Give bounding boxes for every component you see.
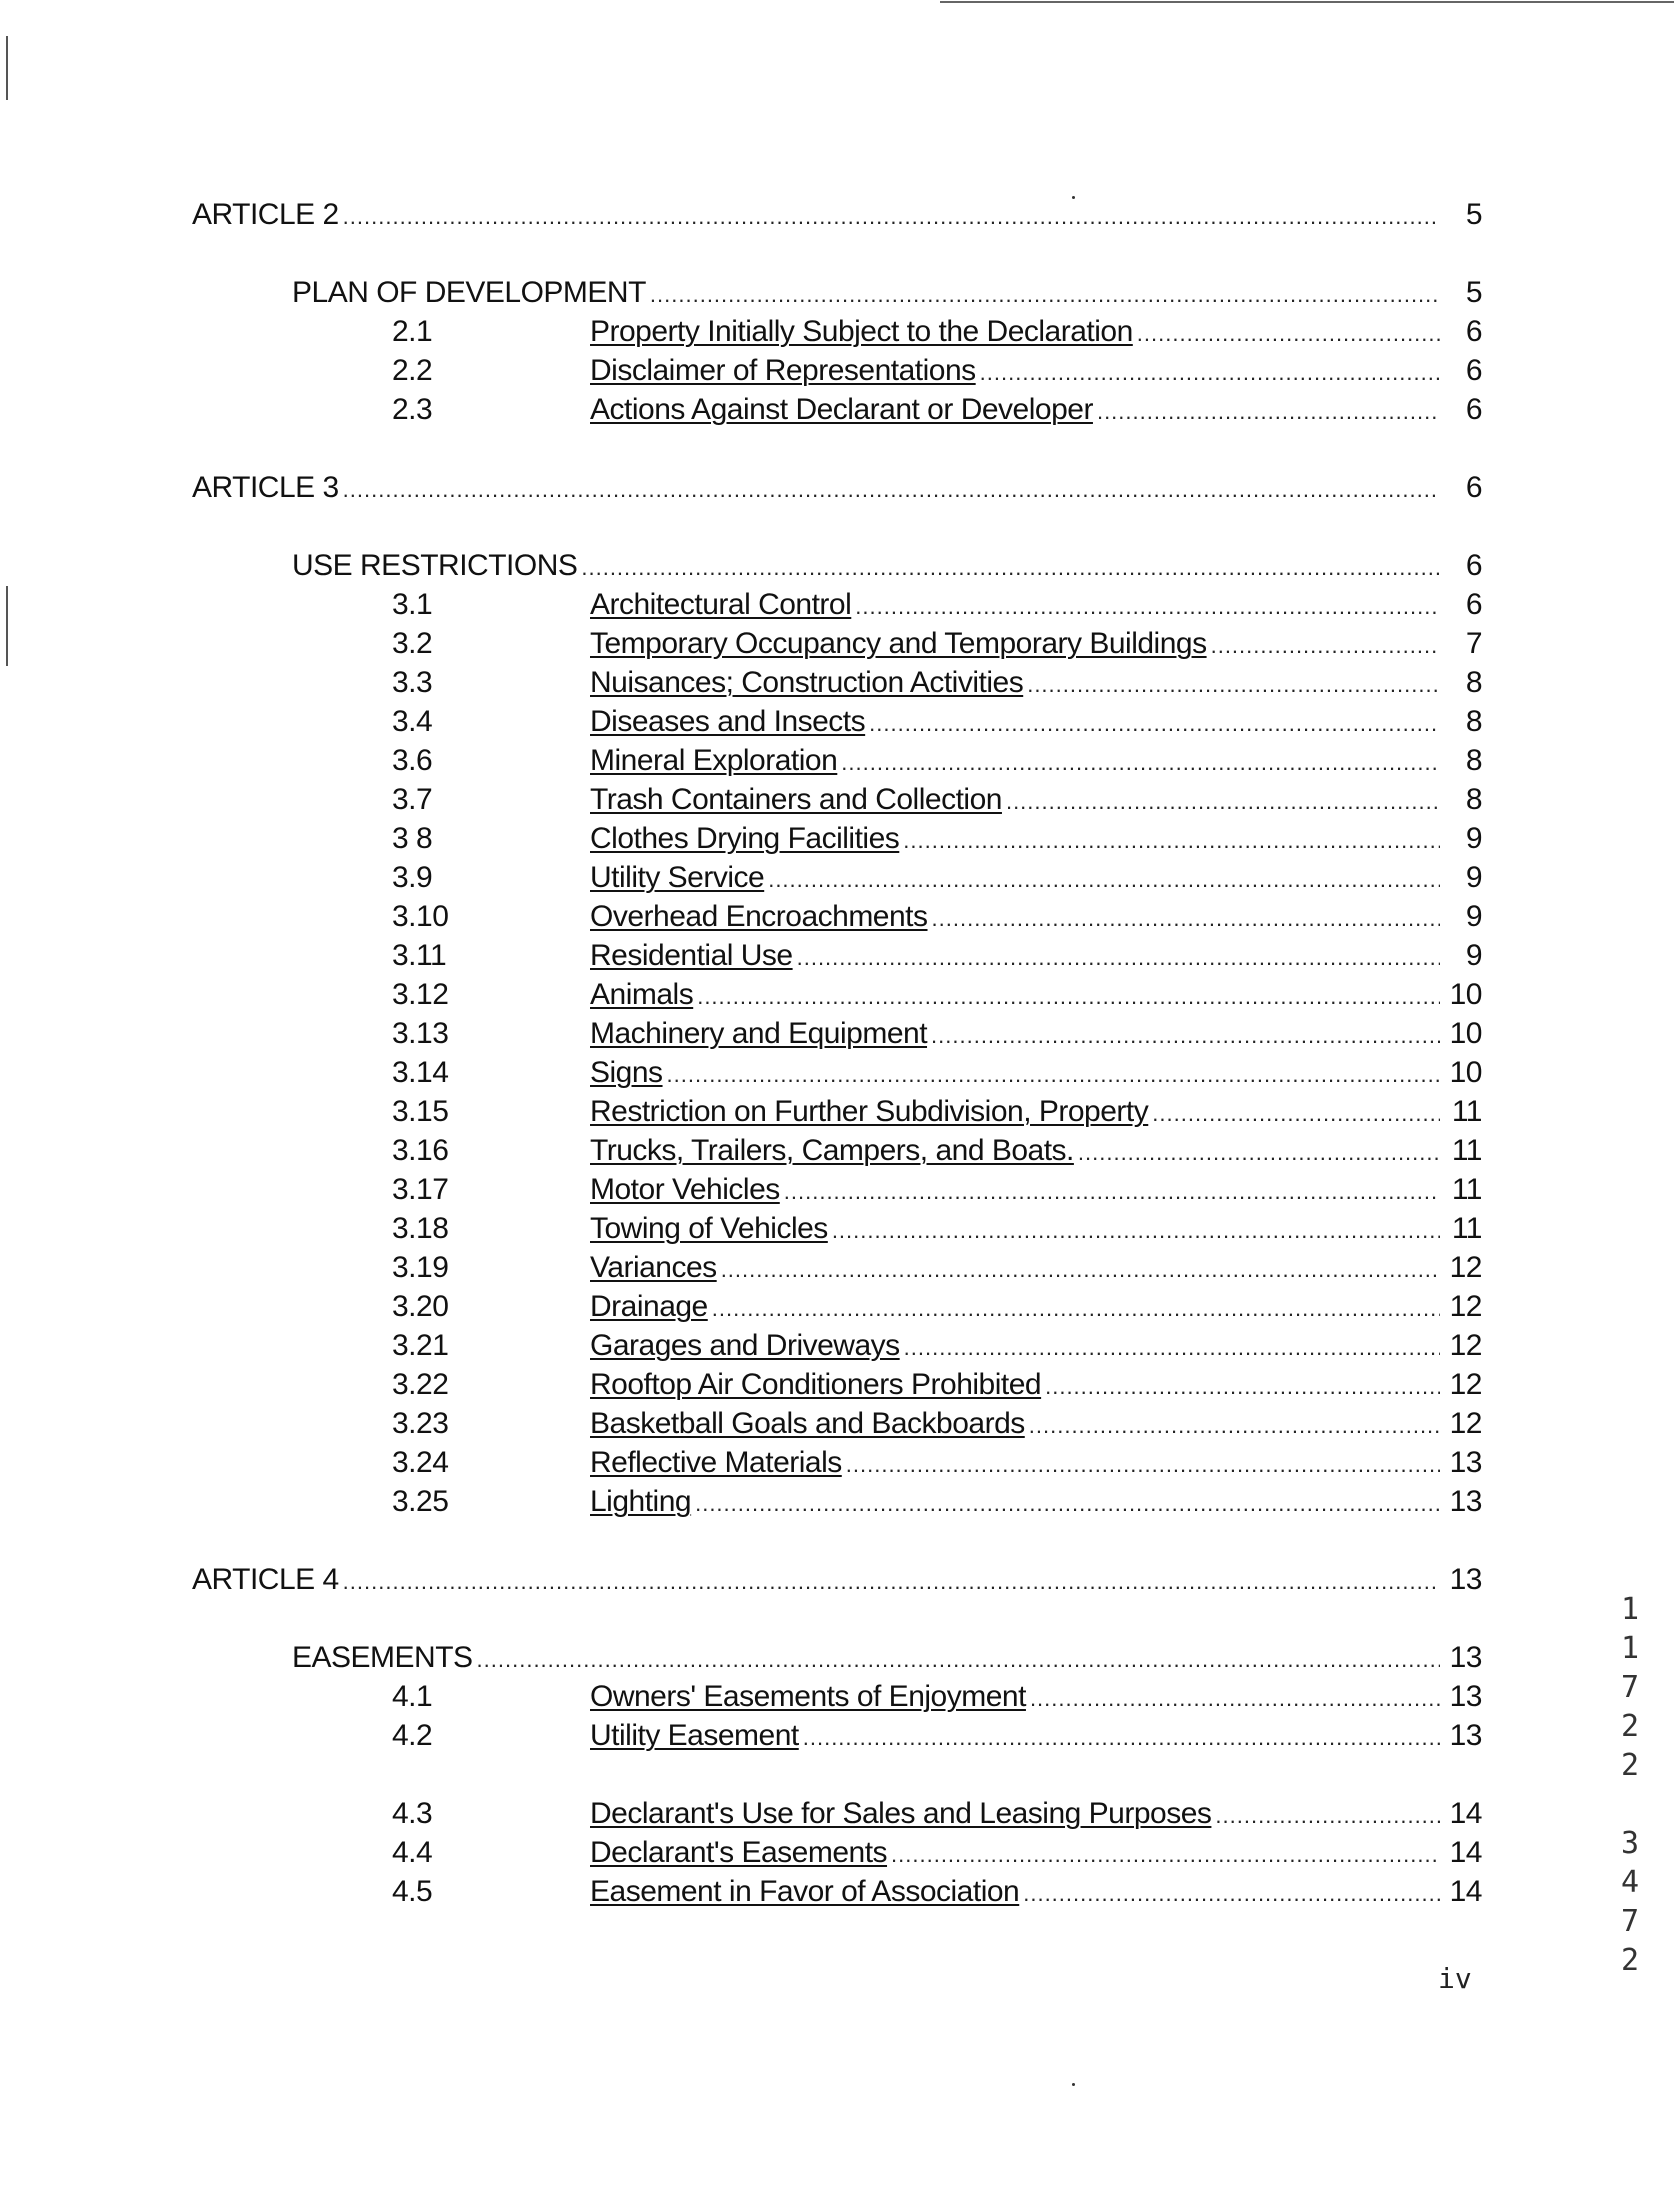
toc-item-title-link[interactable]: Lighting	[590, 1485, 692, 1518]
side-stamp-digit: 1	[1620, 1592, 1640, 1627]
toc-page-number: 11	[1451, 1134, 1482, 1167]
toc-item-number: 3.10	[392, 900, 449, 933]
table-of-contents	[192, 195, 1482, 1911]
toc-page-number: 14	[1449, 1836, 1482, 1869]
toc-page-number: 5	[1465, 276, 1482, 309]
dot-leader	[1029, 1406, 1440, 1445]
toc-item-row	[192, 1131, 1482, 1170]
toc-item-row	[192, 780, 1482, 819]
toc-page-number: 12	[1449, 1329, 1482, 1362]
toc-page-number: 11	[1451, 1173, 1482, 1206]
dot-leader	[343, 1562, 1440, 1601]
toc-spacer	[192, 429, 1482, 468]
toc-item-title-link[interactable]: Machinery and Equipment	[590, 1017, 928, 1050]
toc-item-row	[192, 1170, 1482, 1209]
toc-item-number: 2.2	[392, 354, 433, 387]
toc-item-number: 3.16	[392, 1134, 449, 1167]
toc-article-row	[192, 468, 1482, 507]
dot-leader	[343, 470, 1440, 509]
toc-item-number: 3.24	[392, 1446, 449, 1479]
toc-item-number: 3 8	[392, 822, 433, 855]
toc-page-number: 12	[1449, 1251, 1482, 1284]
toc-item-row	[192, 819, 1482, 858]
toc-section-title: PLAN OF DEVELOPMENT	[292, 276, 646, 309]
toc-item-title-link[interactable]: Temporary Occupancy and Temporary Buildings	[590, 627, 1207, 660]
toc-item-row	[192, 1443, 1482, 1482]
toc-page-number: 6	[1465, 549, 1482, 582]
side-stamp-digit: 2	[1620, 1943, 1640, 1978]
toc-page-number: 8	[1465, 744, 1482, 777]
toc-article-row	[192, 1560, 1482, 1599]
toc-page-number: 10	[1449, 1056, 1482, 1089]
toc-item-number: 4.2	[392, 1719, 433, 1752]
toc-item-row	[192, 624, 1482, 663]
toc-page-number: 11	[1451, 1095, 1482, 1128]
toc-item-row	[192, 1404, 1482, 1443]
toc-article-title: ARTICLE 2	[192, 198, 339, 231]
toc-section-title: EASEMENTS	[292, 1641, 473, 1674]
toc-page-number: 9	[1465, 861, 1482, 894]
toc-page-number: 13	[1449, 1563, 1482, 1596]
toc-item-row	[192, 1287, 1482, 1326]
toc-section-title: USE RESTRICTIONS	[292, 549, 578, 582]
toc-item-row	[192, 975, 1482, 1014]
dot-leader	[841, 743, 1440, 782]
toc-item-row	[192, 351, 1482, 390]
toc-item-number: 3.11	[392, 939, 447, 972]
toc-item-row	[192, 1053, 1482, 1092]
toc-item-number: 3.12	[392, 978, 449, 1011]
toc-item-title-link[interactable]: Clothes Drying Facilities	[590, 822, 900, 855]
toc-page-number: 13	[1449, 1680, 1482, 1713]
dot-leader	[712, 1289, 1440, 1328]
toc-item-row	[192, 702, 1482, 741]
toc-item-title-link[interactable]: Trucks, Trailers, Campers, and Boats.	[590, 1134, 1074, 1167]
toc-item-title-link[interactable]: Drainage	[590, 1290, 708, 1323]
toc-item-title-link[interactable]: Motor Vehicles	[590, 1173, 780, 1206]
toc-page-number: 6	[1465, 393, 1482, 426]
toc-section-row	[192, 546, 1482, 585]
toc-page-number: 6	[1465, 315, 1482, 348]
dot-leader	[846, 1445, 1440, 1484]
toc-item-title-link[interactable]: Basketball Goals and Backboards	[590, 1407, 1025, 1440]
dot-leader	[1006, 782, 1440, 821]
dot-leader	[1215, 1796, 1440, 1835]
toc-item-row	[192, 312, 1482, 351]
scan-margin-mark	[6, 586, 8, 666]
toc-item-number: 3.22	[392, 1368, 449, 1401]
dot-leader	[1097, 392, 1440, 431]
toc-item-title-link[interactable]: Disclaimer of Representations	[590, 354, 976, 387]
toc-page-number: 6	[1465, 588, 1482, 621]
toc-spacer	[192, 507, 1482, 546]
toc-page-number: 6	[1465, 471, 1482, 504]
toc-page-number: 11	[1451, 1212, 1482, 1245]
dot-leader	[581, 548, 1440, 587]
toc-item-title-link[interactable]: Utility Service	[590, 861, 765, 894]
toc-article-title: ARTICLE 4	[192, 1563, 339, 1596]
side-stamp-digit	[1610, 1785, 1650, 1824]
dot-leader	[891, 1835, 1440, 1874]
side-stamp-digit: 4	[1620, 1865, 1640, 1900]
toc-item-number: 3.21	[392, 1329, 449, 1362]
dot-leader	[803, 1718, 1440, 1757]
scan-speck	[1072, 2083, 1075, 2086]
dot-leader	[903, 821, 1440, 860]
toc-spacer	[192, 234, 1482, 273]
toc-article-row	[192, 195, 1482, 234]
toc-item-number: 3.7	[392, 783, 433, 816]
side-stamp-digit: 2	[1620, 1709, 1640, 1744]
side-stamp-digit: 2	[1620, 1748, 1640, 1783]
toc-page-number: 9	[1465, 822, 1482, 855]
toc-item-number: 4.3	[392, 1797, 433, 1830]
toc-item-title-link[interactable]: Declarant's Easements	[590, 1836, 888, 1869]
toc-item-number: 4.4	[392, 1836, 433, 1869]
toc-item-title-link[interactable]: Variances	[590, 1251, 717, 1284]
toc-item-number: 3.2	[392, 627, 433, 660]
toc-section-row	[192, 273, 1482, 312]
toc-item-row	[192, 936, 1482, 975]
dot-leader	[931, 1016, 1440, 1055]
dot-leader	[650, 275, 1440, 314]
toc-item-row	[192, 1092, 1482, 1131]
toc-item-number: 3.18	[392, 1212, 449, 1245]
dot-leader	[1030, 1679, 1440, 1718]
toc-item-number: 3.20	[392, 1290, 449, 1323]
toc-item-number: 3.15	[392, 1095, 449, 1128]
toc-item-row	[192, 1248, 1482, 1287]
toc-item-number: 3.13	[392, 1017, 449, 1050]
toc-item-title-link[interactable]: Nuisances; Construction Activities	[590, 666, 1024, 699]
toc-item-title-link[interactable]: Utility Easement	[590, 1719, 799, 1752]
toc-item-number: 3.19	[392, 1251, 449, 1284]
toc-item-row	[192, 1677, 1482, 1716]
scan-top-rule	[940, 1, 1674, 3]
toc-section-row	[192, 1638, 1482, 1677]
toc-article-title: ARTICLE 3	[192, 471, 339, 504]
dot-leader	[869, 704, 1440, 743]
toc-item-title-link[interactable]: Animals	[590, 978, 694, 1011]
dot-leader	[477, 1640, 1440, 1679]
side-stamp-number	[1610, 1590, 1650, 1980]
toc-item-title-link[interactable]: Easement in Favor of Association	[590, 1875, 1020, 1908]
toc-item-row	[192, 663, 1482, 702]
toc-item-title-link[interactable]: Property Initially Subject to the Declaration	[590, 315, 1133, 348]
toc-page-number: 5	[1465, 198, 1482, 231]
toc-item-number: 4.5	[392, 1875, 433, 1908]
toc-item-title-link[interactable]: Garages and Driveways	[590, 1329, 900, 1362]
toc-item-title-link[interactable]: Trash Containers and Collection	[590, 783, 1002, 816]
dot-leader	[768, 860, 1440, 899]
toc-item-number: 3.25	[392, 1485, 449, 1518]
dot-leader	[1023, 1874, 1440, 1913]
dot-leader	[695, 1484, 1440, 1523]
dot-leader	[1078, 1133, 1440, 1172]
toc-item-title-link[interactable]: Overhead Encroachments	[590, 900, 928, 933]
toc-item-title-link[interactable]: Signs	[590, 1056, 663, 1089]
dot-leader	[1027, 665, 1440, 704]
toc-item-number: 3.23	[392, 1407, 449, 1440]
toc-item-row	[192, 390, 1482, 429]
dot-leader	[667, 1055, 1440, 1094]
toc-item-number: 3.4	[392, 705, 433, 738]
side-stamp-digit: 3	[1620, 1826, 1640, 1861]
toc-item-row	[192, 1365, 1482, 1404]
toc-page-number: 13	[1449, 1719, 1482, 1752]
toc-item-title-link[interactable]: Residential Use	[590, 939, 793, 972]
toc-item-number: 3.6	[392, 744, 433, 777]
toc-page-number: 9	[1465, 939, 1482, 972]
toc-item-row	[192, 858, 1482, 897]
toc-page-number: 13	[1449, 1485, 1482, 1518]
toc-item-title-link[interactable]: Architectural Control	[590, 588, 852, 621]
toc-spacer	[192, 1521, 1482, 1560]
toc-page-number: 10	[1449, 978, 1482, 1011]
toc-item-title-link[interactable]: Mineral Exploration	[590, 744, 838, 777]
dot-leader	[1045, 1367, 1440, 1406]
dot-leader	[855, 587, 1440, 626]
dot-leader	[1211, 626, 1440, 665]
toc-item-row	[192, 585, 1482, 624]
toc-page-number: 6	[1465, 354, 1482, 387]
toc-page-number: 12	[1449, 1407, 1482, 1440]
toc-page-number: 10	[1449, 1017, 1482, 1050]
toc-item-number: 3.3	[392, 666, 433, 699]
toc-item-row	[192, 1326, 1482, 1365]
toc-item-number: 3.14	[392, 1056, 449, 1089]
toc-item-row	[192, 1716, 1482, 1755]
toc-item-row	[192, 1833, 1482, 1872]
toc-page-number: 8	[1465, 705, 1482, 738]
toc-item-title-link[interactable]: Actions Against Declarant or Developer	[590, 393, 1093, 426]
toc-item-number: 3.1	[392, 588, 433, 621]
dot-leader	[980, 353, 1440, 392]
toc-item-number: 3.17	[392, 1173, 449, 1206]
dot-leader	[904, 1328, 1440, 1367]
page-number: iv	[1438, 1962, 1472, 1995]
toc-item-title-link[interactable]: Diseases and Insects	[590, 705, 866, 738]
toc-item-row	[192, 741, 1482, 780]
toc-item-row	[192, 1209, 1482, 1248]
toc-page-number: 7	[1465, 627, 1482, 660]
toc-item-number: 4.1	[392, 1680, 433, 1713]
toc-item-title-link[interactable]: Reflective Materials	[590, 1446, 842, 1479]
dot-leader	[1152, 1094, 1440, 1133]
scan-margin-mark	[6, 36, 8, 100]
toc-page-number: 13	[1449, 1641, 1482, 1674]
dot-leader	[721, 1250, 1440, 1289]
dot-leader	[784, 1172, 1440, 1211]
toc-item-number: 2.3	[392, 393, 433, 426]
toc-item-row	[192, 1794, 1482, 1833]
toc-page-number: 8	[1465, 666, 1482, 699]
toc-item-row	[192, 1872, 1482, 1911]
side-stamp-digit: 7	[1620, 1670, 1640, 1705]
toc-item-number: 2.1	[392, 315, 433, 348]
toc-item-row	[192, 1482, 1482, 1521]
toc-item-title-link[interactable]: Rooftop Air Conditioners Prohibited	[590, 1368, 1042, 1401]
toc-item-title-link[interactable]: Owners' Easements of Enjoyment	[590, 1680, 1026, 1713]
toc-item-row	[192, 897, 1482, 936]
side-stamp-digit: 1	[1620, 1631, 1640, 1666]
toc-item-title-link[interactable]: Towing of Vehicles	[590, 1212, 828, 1245]
toc-item-number: 3.9	[392, 861, 433, 894]
toc-item-title-link[interactable]: Restriction on Further Subdivision, Property	[590, 1095, 1149, 1128]
dot-leader	[832, 1211, 1440, 1250]
toc-page-number: 14	[1449, 1875, 1482, 1908]
dot-leader	[697, 977, 1440, 1016]
toc-page-number: 9	[1465, 900, 1482, 933]
dot-leader	[932, 899, 1440, 938]
toc-page-number: 14	[1449, 1797, 1482, 1830]
toc-page-number: 12	[1449, 1368, 1482, 1401]
dot-leader	[343, 197, 1440, 236]
toc-page-number: 13	[1449, 1446, 1482, 1479]
toc-item-title-link[interactable]: Declarant's Use for Sales and Leasing Purposes	[590, 1797, 1212, 1830]
toc-item-row	[192, 1014, 1482, 1053]
dot-leader	[1137, 314, 1440, 353]
toc-page-number: 8	[1465, 783, 1482, 816]
toc-spacer	[192, 1755, 1482, 1794]
side-stamp-digit: 7	[1620, 1904, 1640, 1939]
toc-spacer	[192, 1599, 1482, 1638]
dot-leader	[797, 938, 1440, 977]
toc-page-number: 12	[1449, 1290, 1482, 1323]
